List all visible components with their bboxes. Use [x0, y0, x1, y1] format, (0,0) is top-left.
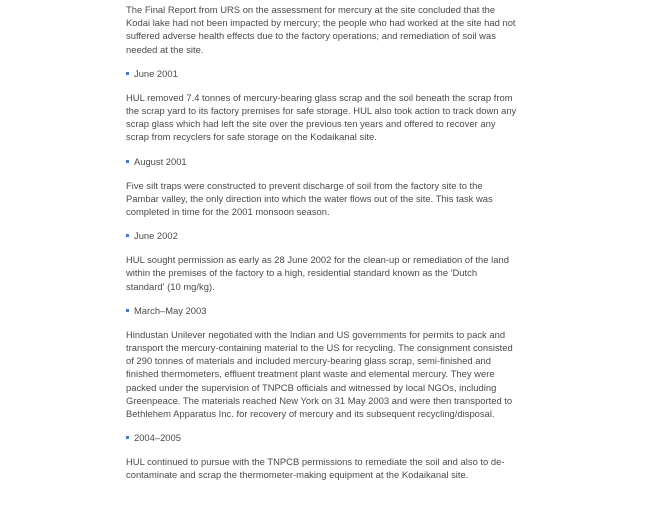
timeline-heading-2004-2005 [126, 431, 518, 444]
spacer [126, 56, 518, 67]
spacer [126, 218, 518, 229]
timeline-heading-label: June 2002 [134, 230, 178, 242]
timeline-heading-march-may-2003 [126, 304, 518, 317]
spacer [126, 168, 518, 179]
spacer [126, 144, 518, 155]
timeline-paragraph-june-2001: HUL removed 7.4 tonnes of mercury-bearing glass scrap and the soil beneath the scrap from the scrap yard to its factory premises for safe storage. HUL also took action to track down any scrap glass which had left the site over the previous ten years and offered to recover any scrap from recyclers for safe storage on the Kodaikanal site. [126, 91, 517, 143]
spacer [126, 293, 518, 304]
timeline-heading-label: March–May 2003 [134, 304, 207, 316]
article-content [126, 3, 518, 482]
spacer [126, 420, 518, 431]
timeline-heading-label: 2004–2005 [134, 432, 181, 444]
spacer [126, 444, 518, 455]
timeline-paragraph-march-may-2003: Hindustan Unilever negotiated with the Indian and US governments for permits to pack and transport the mercury-containing material to the US for recycling. The consignment consisted of 290 tonnes of materials and included mercury-bearing glass scrap, semi-finished and finished thermometers, effluent treatment plant waste and elemental mercury. They were packed under the supervision of TNPCB officials and witnessed by local NGOs, including Greenpeace. The materials reached New York on 31 May 2003 and were then transported to Bethlehem Apparatus Inc. for recovery of mercury and its subsequent recycling/disposal. [126, 328, 513, 420]
timeline-paragraph-august-2001: Five silt traps were constructed to prevent discharge of soil from the factory site to the Pambar valley, the only direction into which the water flows out of the site. This task was completed in time for the 2001 monsoon season. [126, 179, 493, 218]
timeline-heading-august-2001 [126, 155, 518, 168]
bullet-icon [126, 309, 129, 312]
timeline-heading-june-2001 [126, 67, 518, 80]
timeline-heading-label: June 2001 [134, 67, 178, 79]
spacer [126, 242, 518, 253]
bullet-icon [126, 72, 129, 75]
timeline-heading-label: August 2001 [134, 155, 187, 167]
spacer [126, 80, 518, 91]
timeline-paragraph-june-2002: HUL sought permission as early as 28 June 2002 for the clean-up or remediation of the land within the premises of the factory to a high, residential standard known as the 'Dutch standard' (10 mg/kg). [126, 254, 509, 292]
spacer [126, 317, 518, 328]
timeline-paragraph-2004-2005: HUL continued to pursue with the TNPCB permissions to remediate the soil and also to de-contaminate and scrap the thermometer-making equipment at the Kodaikanal site. [126, 456, 505, 481]
bullet-icon [126, 234, 129, 237]
timeline-heading-june-2002 [126, 229, 518, 242]
intro-paragraph: The Final Report from URS on the assessment for mercury at the site concluded that the Kodai lake had not been impacted by mercury; the people who had worked at the site had not suffered adverse health effects due to the factory operations; and remediation of soil was needed at the site. [126, 4, 516, 55]
bullet-icon [126, 160, 129, 163]
bullet-icon [126, 436, 129, 439]
